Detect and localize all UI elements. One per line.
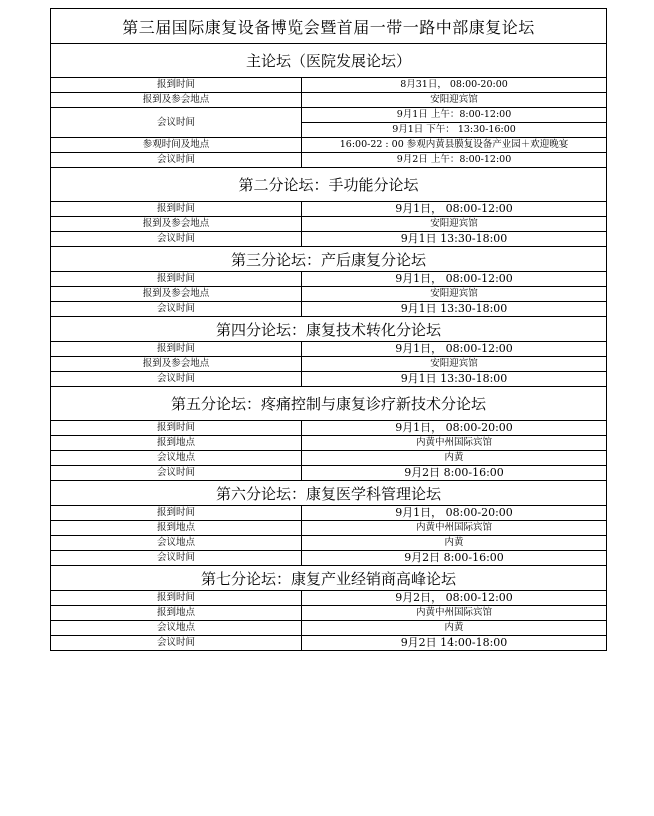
section-header	[51, 247, 607, 272]
row-label: 报到地点	[51, 436, 302, 451]
row-value: 9月1日 13:30-18:00	[302, 302, 607, 317]
section-header	[51, 481, 607, 506]
row-label: 报到地点	[51, 606, 302, 621]
row-value: 9月1日 上午：8:00-12:00	[302, 108, 607, 123]
section-title: 第六分论坛：康复医学科管理论坛	[51, 481, 607, 506]
row-value: 内黄	[302, 451, 607, 466]
table-row	[51, 342, 607, 357]
section-title: 第二分论坛：手功能分论坛	[51, 168, 607, 202]
row-value: 9月1日， 08:00-20:00	[302, 506, 607, 521]
table-row	[51, 536, 607, 551]
table-row	[51, 217, 607, 232]
table-row	[51, 202, 607, 217]
section-title: 第五分论坛：疼痛控制与康复诊疗新技术分论坛	[51, 387, 607, 421]
table-row	[51, 108, 607, 123]
row-value: 内黄	[302, 621, 607, 636]
row-value: 内黄中州国际宾馆	[302, 521, 607, 536]
table-row	[51, 232, 607, 247]
row-label: 报到时间	[51, 272, 302, 287]
row-value: 9月1日， 08:00-20:00	[302, 421, 607, 436]
table-row	[51, 636, 607, 651]
row-label: 报到地点	[51, 521, 302, 536]
row-label: 会议时间	[51, 108, 302, 138]
table-row	[51, 272, 607, 287]
title-row	[51, 9, 607, 44]
row-value: 9月2日 14:00-18:00	[302, 636, 607, 651]
row-value: 内黄中州国际宾馆	[302, 606, 607, 621]
section-header	[51, 44, 607, 78]
row-value: 9月1日， 08:00-12:00	[302, 342, 607, 357]
table-row	[51, 466, 607, 481]
section-title: 第四分论坛：康复技术转化分论坛	[51, 317, 607, 342]
row-value: 内黄中州国际宾馆	[302, 436, 607, 451]
row-label: 会议时间	[51, 636, 302, 651]
section-header	[51, 387, 607, 421]
row-value: 内黄	[302, 536, 607, 551]
row-label: 会议时间	[51, 466, 302, 481]
row-label: 报到及参会地点	[51, 93, 302, 108]
row-label: 报到时间	[51, 506, 302, 521]
table-row	[51, 621, 607, 636]
table-row	[51, 287, 607, 302]
table-row	[51, 606, 607, 621]
table-row	[51, 421, 607, 436]
row-value: 安阳迎宾馆	[302, 217, 607, 232]
document-title: 第三届国际康复设备博览会暨首届一带一路中部康复论坛	[51, 9, 607, 44]
row-value: 9月1日， 08:00-12:00	[302, 272, 607, 287]
schedule-table	[50, 8, 607, 651]
table-row	[51, 551, 607, 566]
row-value: 9月1日， 08:00-12:00	[302, 202, 607, 217]
row-label: 会议时间	[51, 153, 302, 168]
row-value: 安阳迎宾馆	[302, 357, 607, 372]
row-label: 会议地点	[51, 536, 302, 551]
row-label: 会议时间	[51, 302, 302, 317]
row-label: 报到及参会地点	[51, 357, 302, 372]
table-row	[51, 357, 607, 372]
row-label: 会议地点	[51, 621, 302, 636]
row-label: 报到时间	[51, 202, 302, 217]
section-title: 第三分论坛：产后康复分论坛	[51, 247, 607, 272]
row-label: 报到时间	[51, 342, 302, 357]
section-header	[51, 566, 607, 591]
section-header	[51, 168, 607, 202]
table-row	[51, 302, 607, 317]
section-title: 第七分论坛：康复产业经销商高峰论坛	[51, 566, 607, 591]
row-value: 安阳迎宾馆	[302, 93, 607, 108]
row-value: 9月1日 下午： 13:30-16:00	[302, 123, 607, 138]
row-label: 报到及参会地点	[51, 287, 302, 302]
table-row	[51, 436, 607, 451]
row-value: 9月2日 8:00-16:00	[302, 466, 607, 481]
table-row	[51, 93, 607, 108]
row-label: 报到及参会地点	[51, 217, 302, 232]
row-label: 报到时间	[51, 591, 302, 606]
table-row	[51, 138, 607, 153]
row-label: 会议时间	[51, 551, 302, 566]
table-row	[51, 521, 607, 536]
row-label: 会议时间	[51, 232, 302, 247]
table-row	[51, 451, 607, 466]
row-value: 9月2日 8:00-16:00	[302, 551, 607, 566]
row-label: 会议时间	[51, 372, 302, 387]
table-row	[51, 153, 607, 168]
table-row	[51, 506, 607, 521]
row-value: 16:00-22 : 00 参观内黄县膜复设备产业园＋欢迎晚宴	[302, 138, 607, 153]
row-label: 报到时间	[51, 421, 302, 436]
row-value: 9月2日 上午：8:00-12:00	[302, 153, 607, 168]
row-value: 9月2日， 08:00-12:00	[302, 591, 607, 606]
row-value: 8月31日， 08:00-20:00	[302, 78, 607, 93]
row-label: 参观时间及地点	[51, 138, 302, 153]
row-value: 9月1日 13:30-18:00	[302, 232, 607, 247]
section-header	[51, 317, 607, 342]
row-label: 会议地点	[51, 451, 302, 466]
row-value: 安阳迎宾馆	[302, 287, 607, 302]
table-row	[51, 78, 607, 93]
table-row	[51, 591, 607, 606]
row-label: 报到时间	[51, 78, 302, 93]
table-row	[51, 372, 607, 387]
row-value: 9月1日 13:30-18:00	[302, 372, 607, 387]
section-title: 主论坛（医院发展论坛）	[51, 44, 607, 78]
